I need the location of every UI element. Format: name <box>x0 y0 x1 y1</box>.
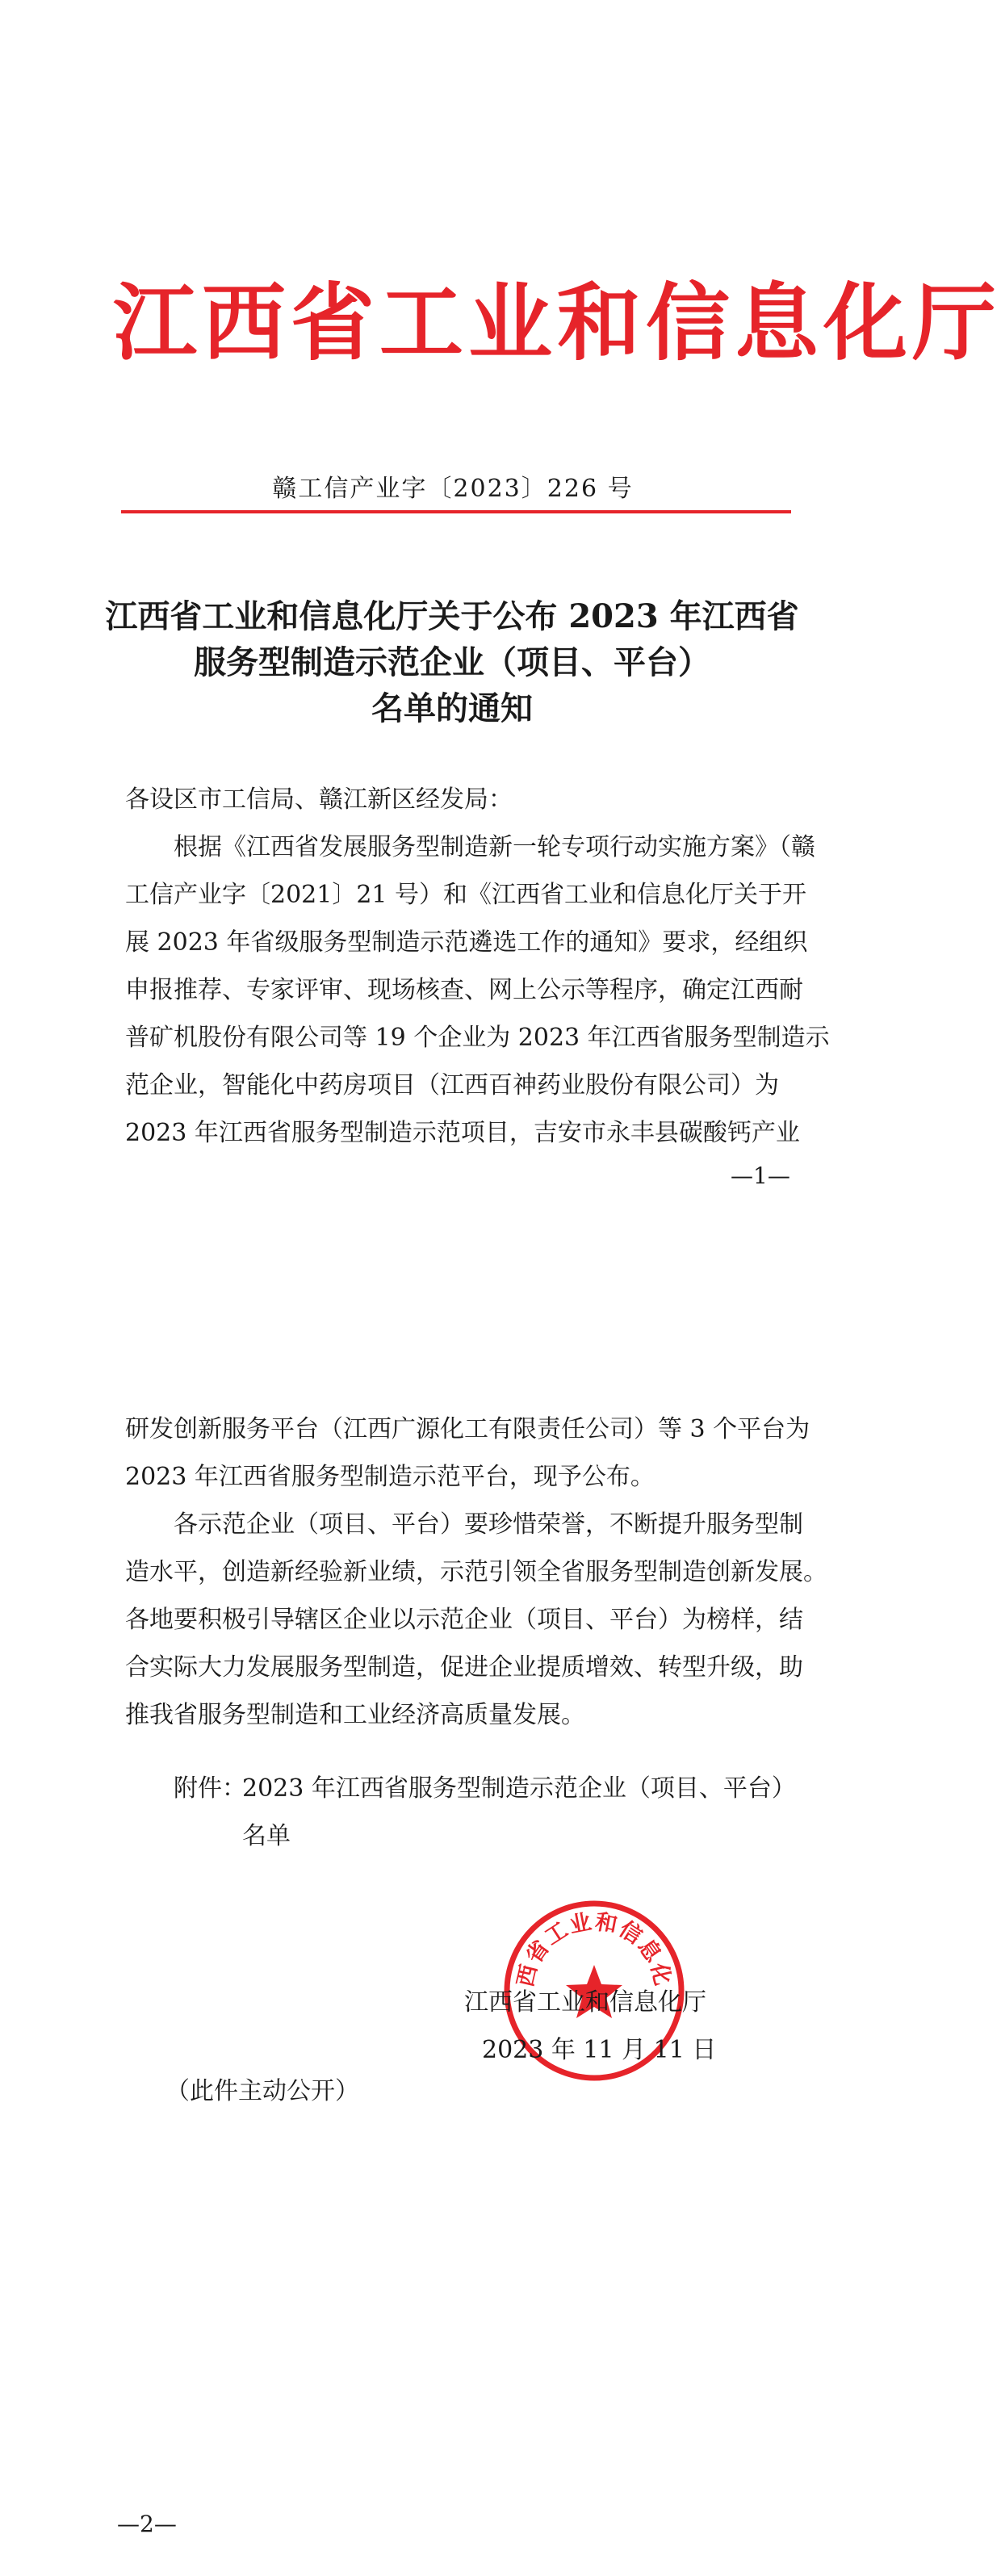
page-number-2: —2— <box>117 2511 177 2537</box>
document-number: 赣工信产业字〔2023〕226 号 <box>272 475 634 503</box>
seal-text: 西省工业和信息化 <box>513 1909 676 1990</box>
attachment-label: 附件： <box>174 1774 246 1803</box>
document-title <box>89 593 815 731</box>
body-line: 根据《江西省发展服务型制造新一轮专项行动实施方案》（赣 <box>125 833 815 861</box>
svg-text:江西省工业和信息化厅 <box>500 1897 676 1989</box>
issuer-header: 江西省工业和信息化厅 <box>113 273 1001 372</box>
signature-date: 2023 年 11 月 11 日 <box>482 2036 717 2064</box>
body-line: 研发创新服务平台（江西广源化工有限责任公司）等 3 个平台为 <box>125 1415 810 1443</box>
salutation: 各设区市工信局、赣江新区经发局： <box>125 785 513 814</box>
attachment-title: 2023 年江西省服务型制造示范企业（项目、平台） <box>242 1774 796 1803</box>
body-line: 推我省服务型制造和工业经济高质量发展。 <box>125 1701 585 1729</box>
title-line-1: 江西省工业和信息化厅关于公布 2023 年江西省 <box>105 597 799 635</box>
body-line: 各地要积极引导辖区企业以示范企业（项目、平台）为榜样，结 <box>125 1606 803 1634</box>
body-line: 申报推荐、专家评审、现场核查、网上公示等程序，确定江西耐 <box>125 976 803 1004</box>
attachment-title-cont: 名单 <box>242 1822 291 1850</box>
body-line: 2023 年江西省服务型制造示范平台，现予公布。 <box>125 1463 655 1491</box>
title-line-2: 服务型制造示范企业（项目、平台） <box>194 643 710 681</box>
disclosure-note: （此件主动公开） <box>165 2077 359 2105</box>
signature-org: 江西省工业和信息化厅 <box>464 1988 706 2017</box>
body-line: 2023 年江西省服务型制造示范项目，吉安市永丰县碳酸钙产业 <box>125 1119 800 1147</box>
page-number-1: —1— <box>731 1162 790 1189</box>
body-line: 范企业，智能化中药房项目（江西百神药业股份有限公司）为 <box>125 1071 779 1100</box>
red-divider-line <box>121 510 791 513</box>
body-line: 展 2023 年省级服务型制造示范遴选工作的通知》要求，经组织 <box>125 928 808 957</box>
body-line: 合实际大力发展服务型制造，促进企业提质增效、转型升级，助 <box>125 1653 803 1682</box>
body-line: 普矿机股份有限公司等 19 个企业为 2023 年江西省服务型制造示 <box>125 1024 830 1052</box>
body-line: 工信产业字〔2021〕21 号）和《江西省工业和信息化厅关于开 <box>125 881 807 909</box>
body-line: 造水平，创造新经验新业绩，示范引领全省服务型制造创新发展。 <box>125 1558 827 1586</box>
title-line-3: 名单的通知 <box>371 689 533 727</box>
body-line: 各示范企业（项目、平台）要珍惜荣誉，不断提升服务型制 <box>125 1510 803 1539</box>
